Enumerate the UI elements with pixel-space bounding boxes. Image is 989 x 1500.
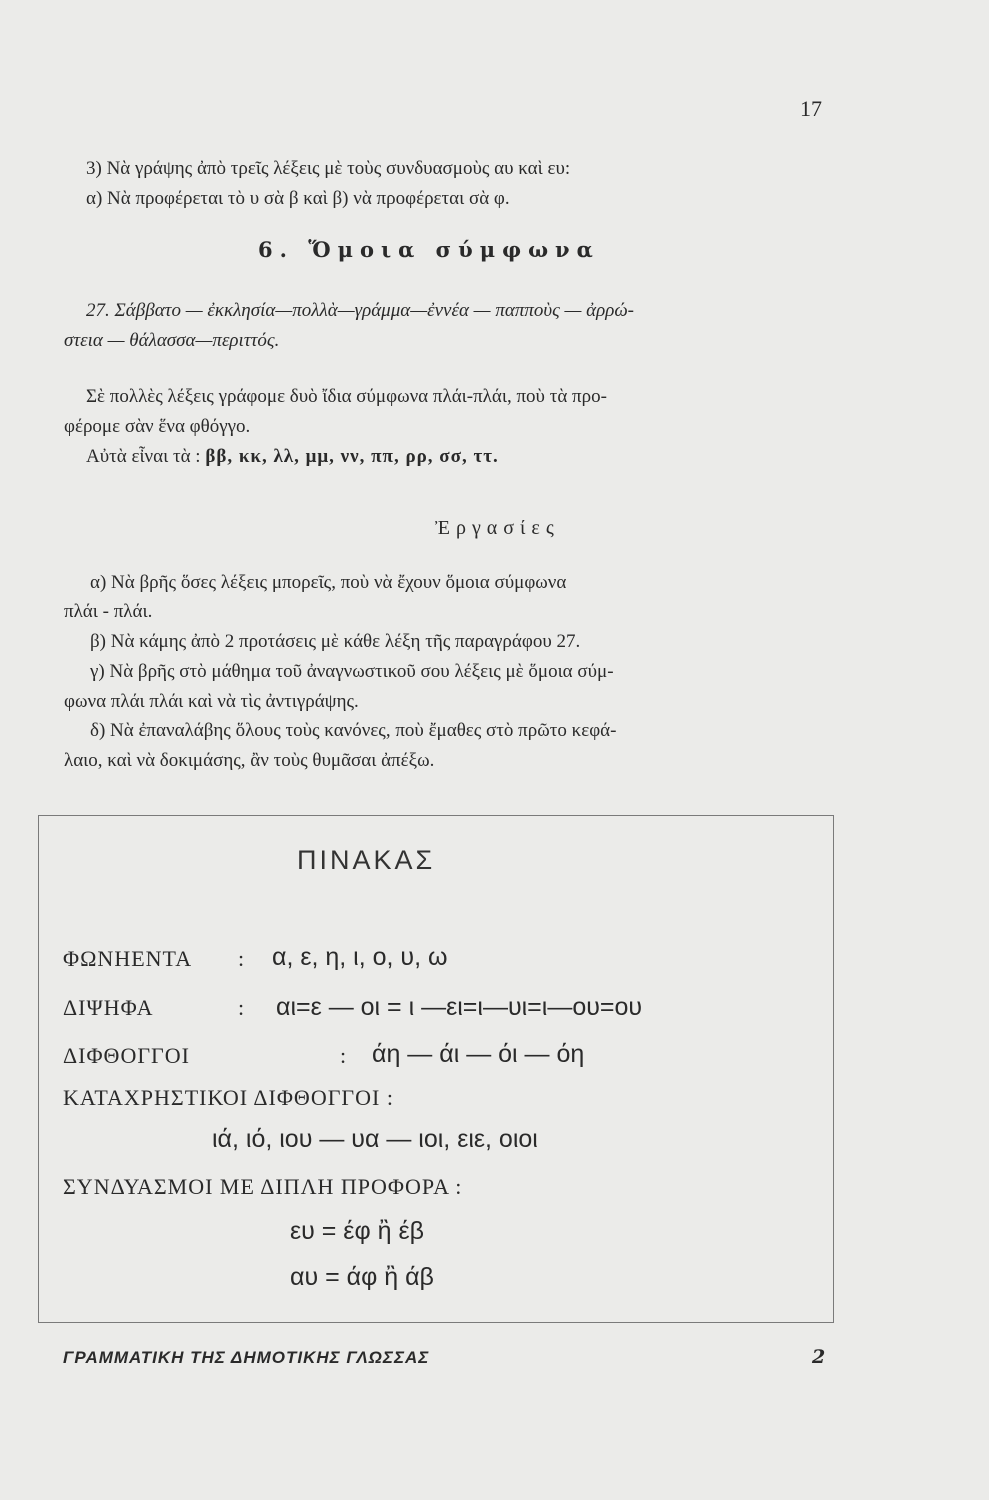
page-number: 17 (800, 96, 822, 121)
combo-eu: ευ = έφ ἢ έβ (290, 1217, 424, 1245)
diphthongs-label: ΔΙΦΘΟΓΓΟΙ (63, 1043, 190, 1068)
exercise-d-line-1: δ) Νὰ ἐπαναλάβης ὅλους τοὺς κανόνες, ποὺ ἔμαθες στὸ πρῶτο κεφά- (90, 720, 617, 741)
double-pronunciation-label: ΣΥΝΔΥΑΣΜΟΙ ΜΕ ΔΙΠΛΗ ΠΡΟΦΟΡΑ : (63, 1174, 463, 1199)
digraphs-value: αι=ε — οι = ι —ει=ι—υι=ι—ου=ου (276, 993, 643, 1021)
exercises-title: Ἐργασίες (435, 517, 560, 539)
exercise-b-line-1: β) Νὰ κάμης ἀπὸ 2 προτάσεις μὲ κάθε λέξη τῆς παραγράφου 27. (90, 631, 581, 652)
exercise-a-line-1: α) Νὰ βρῆς ὅσες λέξεις μπορεῖς, ποὺ νὰ ἔχουν ὅμοια σύμφωνα (90, 572, 567, 593)
section-title: 6. Ὅμοια σύμφωνα (258, 237, 600, 262)
combo-au: αυ = άφ ἢ άβ (290, 1263, 434, 1291)
digraphs-colon: : (238, 995, 246, 1020)
exercise-3-line-2: α) Νὰ προφέρεται τὸ υ σὰ β καὶ β) νὰ προφέρεται σὰ φ. (86, 188, 510, 209)
vowels-label: ΦΩΝΗΕΝΤΑ (63, 946, 193, 971)
summary-table-frame (38, 815, 834, 1323)
diphthongs-value: άη — άι — όι — όη (372, 1040, 585, 1068)
double-consonants: ββ, κκ, λλ, μμ, νν, ππ, ρρ, σσ, ττ. (205, 446, 499, 467)
paragraph-27-line-1: 27. Σάββατο — ἐκκλησία—πολλὰ—γράμμα—ἐννέα — παπποὺς — ἀρρώ- (86, 300, 634, 321)
exercise-d-line-2: λαιο, καὶ νὰ δοκιμάσης, ἂν τοὺς θυμᾶσαι ἀπέξω. (64, 750, 435, 771)
summary-table-title: ΠΙΝΑΚΑΣ (297, 845, 436, 875)
vowels-colon: : (238, 946, 246, 971)
diphthongs-colon: : (340, 1043, 348, 1068)
exercise-a-line-2: πλάι - πλάι. (64, 601, 153, 622)
rule-line-3-prefix: Αὐτὰ εἶναι τὰ : (86, 446, 201, 467)
digraphs-label: ΔΙΨΗΦΑ (63, 995, 154, 1020)
rule-line-1: Σὲ πολλὲς λέξεις γράφομε δυὸ ἴδια σύμφωνα πλάι-πλάι, ποὺ τὰ προ- (86, 386, 607, 407)
exercise-3-line-1: 3) Νὰ γράψης ἀπὸ τρεῖς λέξεις μὲ τοὺς συνδυασμοὺς αυ καὶ ευ: (86, 158, 571, 179)
rule-line-3 (86, 446, 499, 468)
footer-sheet-number: 2 (812, 1346, 826, 1368)
improper-diphthongs-label: ΚΑΤΑΧΡΗΣΤΙΚΟΙ ΔΙΦΘΟΓΓΟΙ : (63, 1085, 394, 1110)
footer-book-title: ΓΡΑΜΜΑΤΙΚΗ ΤΗΣ ΔΗΜΟΤΙΚΗΣ ΓΛΩΣΣΑΣ (63, 1348, 430, 1367)
improper-diphthongs-value: ιά, ιό, ιου — υα — ιοι, ειε, οιοι (212, 1125, 538, 1153)
paragraph-27-line-2: στεια — θάλασσα—περιττός. (64, 330, 280, 351)
vowels-value: α, ε, η, ι, ο, υ, ω (272, 943, 448, 971)
exercise-c-line-1: γ) Νὰ βρῆς στὸ μάθημα τοῦ ἀναγνωστικοῦ σου λέξεις μὲ ὅμοια σύμ- (90, 661, 614, 682)
exercise-c-line-2: φωνα πλάι πλάι καὶ νὰ τὶς ἀντιγράψης. (64, 691, 359, 712)
rule-line-2: φέρομε σὰν ἕνα φθόγγο. (64, 416, 251, 437)
